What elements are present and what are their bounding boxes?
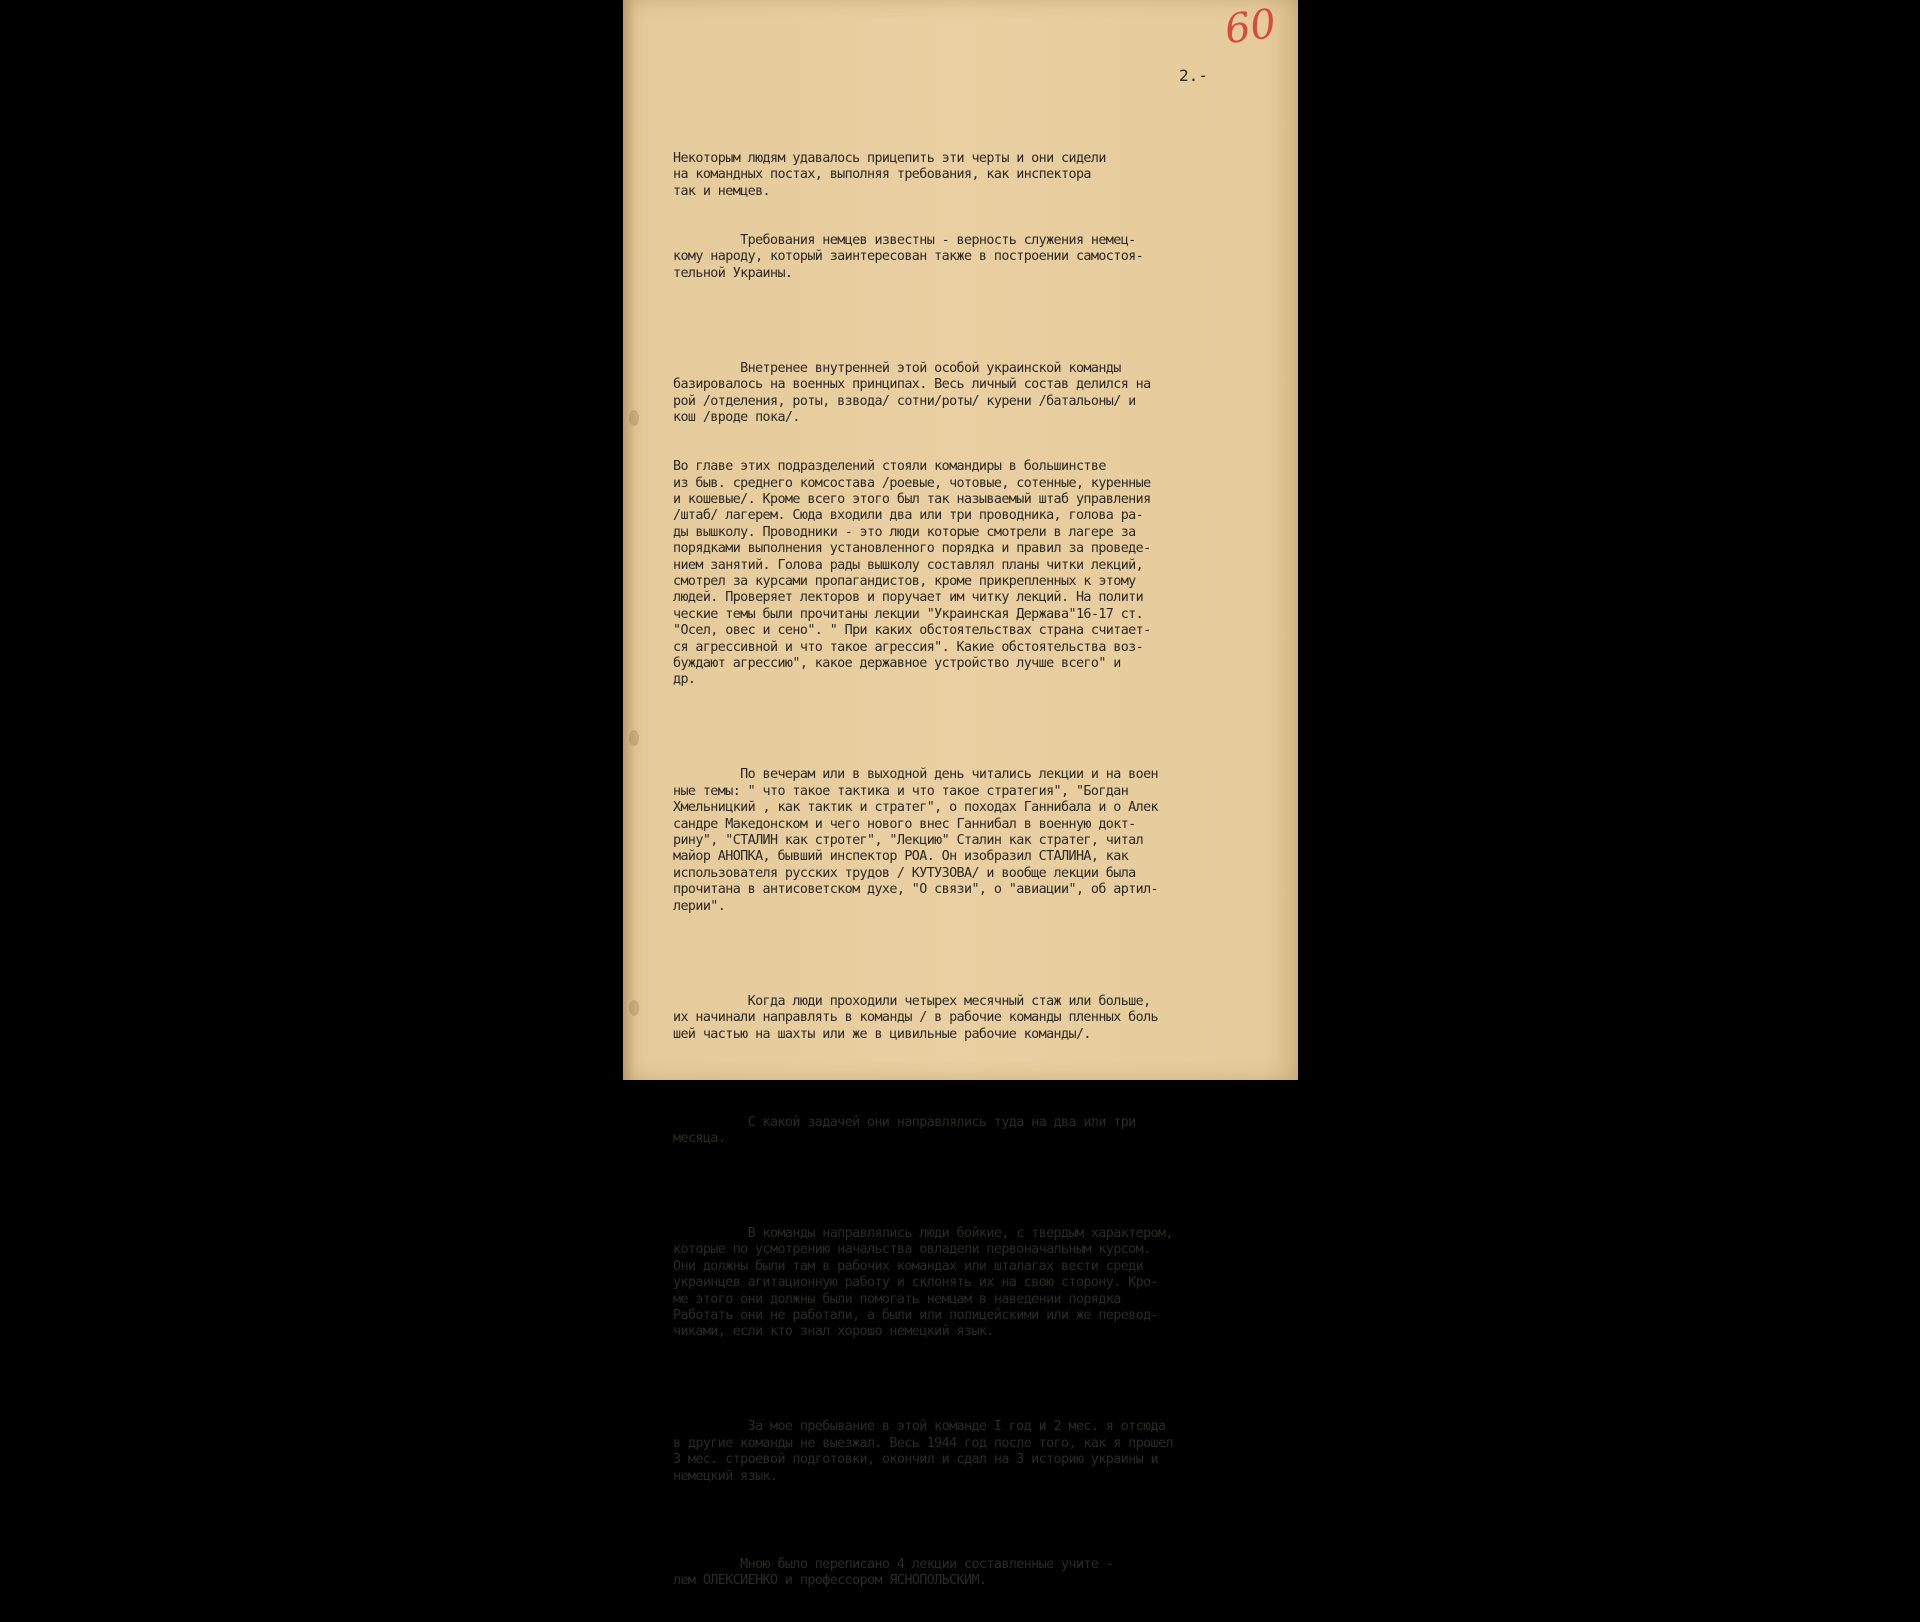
- paragraph: Некоторым людям удавалось прицепить эти черты и они сидели на командных постах, выполняя требования, как инспектора так и немцев.: [673, 150, 1106, 199]
- page-number: 2.-: [1179, 66, 1208, 85]
- binding-hole: [629, 410, 639, 426]
- typewritten-text: [673, 118, 1283, 1622]
- paragraph: В команды направлялись люди бойкие, с твердым характером, которые по усмотрению начальства овладели первоначальным курсом. Они должны были там в рабочих командах или шталагах вести среди украинцев агитационную работу и склонять их на свою сторону. Кро- ме этого они должны были помогать немцам в наведении порядка Работать они не работали, а были или полицейскими или же перевод- чиками, если кто знал хорошо немецкий язык.: [673, 1226, 1173, 1340]
- paragraph: Во главе этих подразделений стояли командиры в большинстве из быв. среднего комсостава /роевые, чотовые, сотенные, куренные и кошевые/. Кроме всего этого был так называемый штаб управления /штаб/ лагерем. Сюда входили два или три проводника, голова ра- ды вышколу. Проводники - это люди которые смотрели в лагере за порядками выполнения установленного порядка и правил за проведе- нием занятий. Голова рады вышколу составлял планы читки лекций, смотрел за курсами пропагандистов, кроме прикрепленных к этому людей. Проверяет лекторов и поручает им читку лекций. На полити ческие темы были прочитаны лекции "Украинская Державa"16-17 ст. "Осел, овес и сено". " При каких обстоятельствах страна считает- ся агрессивной и что такое агрессия". Какие обстоятельства воз- буждают агрессию", какое державное устройство лучше всего" и др.: [673, 459, 1151, 688]
- document-page: [623, 0, 1298, 1589]
- binding-hole: [629, 730, 639, 746]
- paragraph: Когда люди проходили четырех месячный стаж или больше, их начинали направлять в команды / в рабочие команды пленных боль шей частью на шахты или же в цивильные рабочие команды/.: [673, 993, 1159, 1042]
- paragraph: Мною было переписано 4 лекции составленные учите - лем ОЛЕКСИЕНКО и профессором ЯСНОПОЛЬСКИМ.: [673, 1556, 1114, 1589]
- paragraph: За мое пребывание в этой команде I год и 2 мес. я отсюда в другие команды не выезжал. Весь 1944 год после того, как я прошел 3 мес. строевой подготовки, окончил и сдал на 3 историю украины и немецкий язык.: [673, 1419, 1173, 1484]
- paragraph: Требования немцев известны - верность служения немец- кому народу, который заинтересован также в построении самостоя- тельной Украины.: [673, 232, 1144, 281]
- page-binding-edge: [623, 0, 635, 1080]
- paragraph: Внетренее внутренней этой особой украинской команды базировалось на военных принципах. Весь личный состав делился на рой /отделения, роты, взвода/ сотни/роты/ курени /батальоны/ и кош /вроде пока/.: [673, 360, 1151, 425]
- paragraph: С какой задачей они направлялись туда на два или три месяца.: [673, 1114, 1136, 1146]
- binding-hole: [629, 1000, 639, 1016]
- folio-number: 60: [1222, 0, 1279, 54]
- paragraph: По вечерам или в выходной день читались лекции и на воен ные темы: " что такое тактика и что такое стратегия", "Богдан Хмельницкий , как тактик и стратег", о походах Ганнибала и о Алек сандре Македонском и чего нового внес Ганнибал в военную докт- рину", "СТАЛИН как стротег", "Лекцию" Сталин как стратег, читал майор АНОПКА, бывший инспектор РОА. Он изобразил СТАЛИНА, как использователя русских трудов / КУТУЗОВА/ и вообще лекции была прочитана в антисоветском духе, "О связи", о "авиации", об артил- лерии".: [673, 767, 1159, 914]
